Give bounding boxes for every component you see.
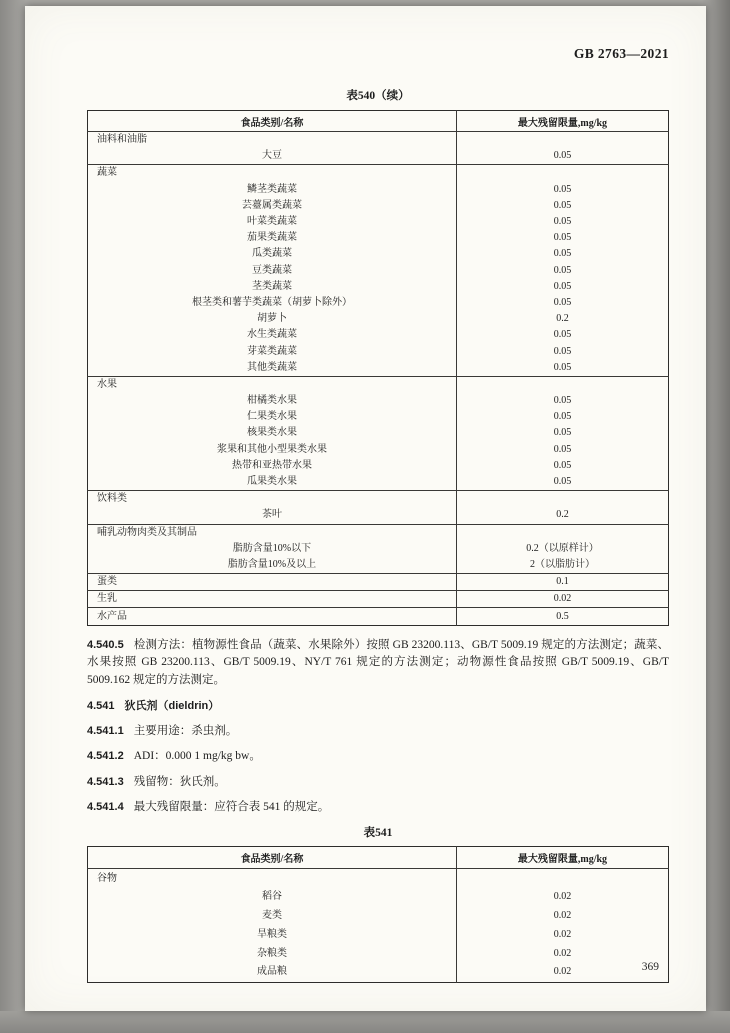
food-category-cell: 生乳 — [88, 591, 457, 608]
clause-number: 4.541.4 — [87, 800, 124, 813]
table-item-row — [88, 311, 669, 327]
table-item-row — [88, 409, 669, 425]
mrl-value-cell — [456, 524, 668, 541]
table541-title: 表541 — [363, 827, 393, 840]
table-category-row — [88, 574, 669, 591]
column-header-food-category: 食品类别/名称 — [88, 111, 457, 132]
table-item-row — [88, 343, 669, 359]
food-category-cell: 蔬菜 — [88, 165, 457, 182]
column-header-food-category: 食品类别/名称 — [88, 847, 457, 869]
food-name-cell: 核果类水果 — [88, 425, 457, 441]
table-541 — [87, 846, 669, 983]
mrl-value-cell — [456, 376, 668, 393]
food-category-cell: 蛋类 — [88, 574, 457, 591]
food-name-cell: 大豆 — [88, 148, 457, 165]
scan-edge-bottom — [0, 1011, 730, 1033]
clause-number: 4.541.1 — [87, 724, 124, 737]
table-item-row — [88, 907, 669, 926]
table-item-row — [88, 393, 669, 409]
standard-number: GB 2763—2021 — [573, 46, 669, 61]
food-name-cell: 水生类蔬菜 — [88, 327, 457, 343]
table540-body — [88, 132, 669, 626]
mrl-value-cell: 0.2（以原样计） — [526, 542, 599, 554]
mrl-value-cell: 0.05 — [553, 296, 572, 308]
food-name-cell: 瓜果类水果 — [88, 474, 457, 491]
food-category-cell: 谷物 — [88, 869, 457, 888]
mrl-value-cell: 0.05 — [553, 345, 572, 357]
clause-text: 主要用途：杀虫剂。 — [133, 724, 238, 737]
food-name-cell: 麦类 — [88, 907, 457, 926]
mrl-value-cell — [456, 165, 668, 182]
clause-text: ADI：0.000 1 mg/kg bw。 — [133, 750, 261, 763]
document-page — [25, 6, 706, 1011]
food-name-cell: 茄果类蔬菜 — [88, 230, 457, 246]
scan-edge-left — [0, 0, 26, 1033]
page-content — [25, 6, 706, 1011]
mrl-value-cell: 0.05 — [553, 459, 572, 471]
food-category-cell: 水产品 — [88, 608, 457, 625]
food-name-cell: 根茎类和薯芋类蔬菜（胡萝卜除外） — [88, 295, 457, 311]
food-name-cell: 热带和亚热带水果 — [88, 458, 457, 474]
food-name-cell: 浆果和其他小型果类水果 — [88, 442, 457, 458]
food-category-cell: 哺乳动物肉类及其制品 — [88, 524, 457, 541]
table-category-row — [88, 524, 669, 541]
mrl-value-cell: 0.05 — [553, 427, 572, 439]
table-category-row — [88, 591, 669, 608]
food-category-cell: 油料和油脂 — [88, 132, 457, 149]
table-item-row — [88, 474, 669, 491]
mrl-value-cell: 0.05 — [553, 248, 572, 260]
clause-text: 残留物：狄氏剂。 — [133, 775, 226, 788]
page-number: 369 — [641, 961, 659, 973]
mrl-value-cell: 0.05 — [553, 361, 572, 373]
mrl-value-cell: 2（以脂肪计） — [529, 558, 595, 570]
table-item-row — [88, 198, 669, 214]
mrl-value-cell: 0.05 — [553, 395, 572, 407]
food-name-cell: 脂肪含量10%及以上 — [88, 557, 457, 574]
table-item-row — [88, 327, 669, 343]
clause-4-541-4 — [87, 799, 669, 817]
clause-4-541-2 — [87, 748, 669, 766]
food-name-cell: 芸薹属类蔬菜 — [88, 198, 457, 214]
table-item-row — [88, 214, 669, 230]
clause-4-541-3 — [87, 774, 669, 792]
mrl-value-cell: 0.5 — [456, 608, 668, 625]
mrl-value-cell: 0.02 — [553, 928, 572, 940]
table-item-row — [88, 507, 669, 524]
mrl-value-cell: 0.05 — [553, 264, 572, 276]
mrl-value-cell — [456, 491, 668, 508]
food-name-cell: 豆类蔬菜 — [88, 263, 457, 279]
clause-4-540-5 — [87, 637, 669, 690]
food-name-cell: 稻谷 — [88, 888, 457, 907]
mrl-value-cell: 0.05 — [553, 476, 572, 488]
mrl-value-cell: 0.05 — [553, 443, 572, 455]
food-name-cell: 成品粮 — [88, 963, 457, 982]
table540-header-row — [88, 111, 669, 132]
mrl-value-cell: 0.05 — [553, 280, 572, 292]
table-category-row — [88, 869, 669, 888]
table-item-row — [88, 246, 669, 262]
mrl-value-cell: 0.05 — [553, 150, 572, 162]
column-header-mrl: 最大残留限量,mg/kg — [456, 111, 668, 132]
table-item-row — [88, 295, 669, 311]
table-item-row — [88, 557, 669, 574]
mrl-value-cell: 0.02 — [553, 910, 572, 922]
table-item-row — [88, 888, 669, 907]
mrl-value-cell: 0.05 — [553, 216, 572, 228]
food-name-cell: 其他类蔬菜 — [88, 360, 457, 377]
mrl-value-cell: 0.2 — [556, 509, 569, 521]
food-name-cell: 芽菜类蔬菜 — [88, 343, 457, 359]
mrl-value-cell: 0.05 — [553, 232, 572, 244]
table541-body — [88, 869, 669, 983]
table-category-row — [88, 376, 669, 393]
mrl-value-cell: 0.02 — [553, 947, 572, 959]
table-item-row — [88, 541, 669, 557]
food-name-cell: 柑橘类水果 — [88, 393, 457, 409]
food-name-cell: 仁果类水果 — [88, 409, 457, 425]
clause-text: 检测方法：植物源性食品（蔬菜、水果除外）按照 GB 23200.113、GB/T 5009.19 规定的方法测定；蔬菜、水果按照 GB 23200.113、GB/T 5009.19、NY/T 761 规定的方法测定；动物源性食品按照 GB/T 5009.19、GB/T 5009.162 规定的方法测定。 — [87, 638, 669, 687]
table-item-row — [88, 360, 669, 377]
table-item-row — [88, 963, 669, 982]
clauses-block — [87, 637, 669, 817]
mrl-value-cell: 0.05 — [553, 183, 572, 195]
table-item-row — [88, 925, 669, 944]
food-name-cell: 鳞茎类蔬菜 — [88, 182, 457, 198]
mrl-value-cell: 0.2 — [556, 313, 569, 325]
clause-number: 4.540.5 — [87, 638, 124, 651]
food-name-cell: 茎类蔬菜 — [88, 279, 457, 295]
food-name-cell: 茶叶 — [88, 507, 457, 524]
table540-title: 表540（续） — [346, 90, 410, 102]
mrl-value-cell: 0.05 — [553, 329, 572, 341]
table-category-row — [88, 491, 669, 508]
table-category-row — [88, 165, 669, 182]
clause-number: 4.541 — [87, 699, 115, 712]
food-category-cell: 饮料类 — [88, 491, 457, 508]
column-header-mrl: 最大残留限量,mg/kg — [456, 847, 668, 869]
table-category-row — [88, 132, 669, 149]
mrl-value-cell: 0.05 — [553, 411, 572, 423]
mrl-value-cell: 0.02 — [456, 591, 668, 608]
clause-text: 狄氏剂（dieldrin） — [124, 699, 220, 712]
clause-4-541-1 — [87, 723, 669, 741]
table-item-row — [88, 148, 669, 165]
food-name-cell: 脂肪含量10%以下 — [88, 541, 457, 557]
table-item-row — [88, 230, 669, 246]
food-name-cell: 杂粮类 — [88, 944, 457, 963]
food-name-cell: 瓜类蔬菜 — [88, 246, 457, 262]
table-item-row — [88, 263, 669, 279]
mrl-value-cell: 0.1 — [456, 574, 668, 591]
clause-number: 4.541.3 — [87, 775, 124, 788]
table-item-row — [88, 279, 669, 295]
table-item-row — [88, 182, 669, 198]
table-item-row — [88, 944, 669, 963]
scan-edge-right — [702, 0, 730, 1033]
table-540 — [87, 110, 669, 626]
clause-text: 最大残留限量：应符合表 541 的规定。 — [133, 800, 330, 813]
food-name-cell: 叶菜类蔬菜 — [88, 214, 457, 230]
mrl-value-cell: 0.02 — [553, 891, 572, 903]
food-name-cell: 胡萝卜 — [88, 311, 457, 327]
table-item-row — [88, 458, 669, 474]
table-category-row — [88, 608, 669, 625]
table541-header-row — [88, 847, 669, 869]
mrl-value-cell: 0.05 — [553, 199, 572, 211]
mrl-value-cell — [456, 132, 668, 149]
clause-number: 4.541.2 — [87, 750, 124, 763]
mrl-value-cell: 0.02 — [553, 966, 572, 978]
food-category-cell: 水果 — [88, 376, 457, 393]
mrl-value-cell — [456, 869, 668, 888]
clause-4-541-heading — [87, 698, 669, 716]
food-name-cell: 旱粮类 — [88, 925, 457, 944]
table-item-row — [88, 442, 669, 458]
table-item-row — [88, 425, 669, 441]
